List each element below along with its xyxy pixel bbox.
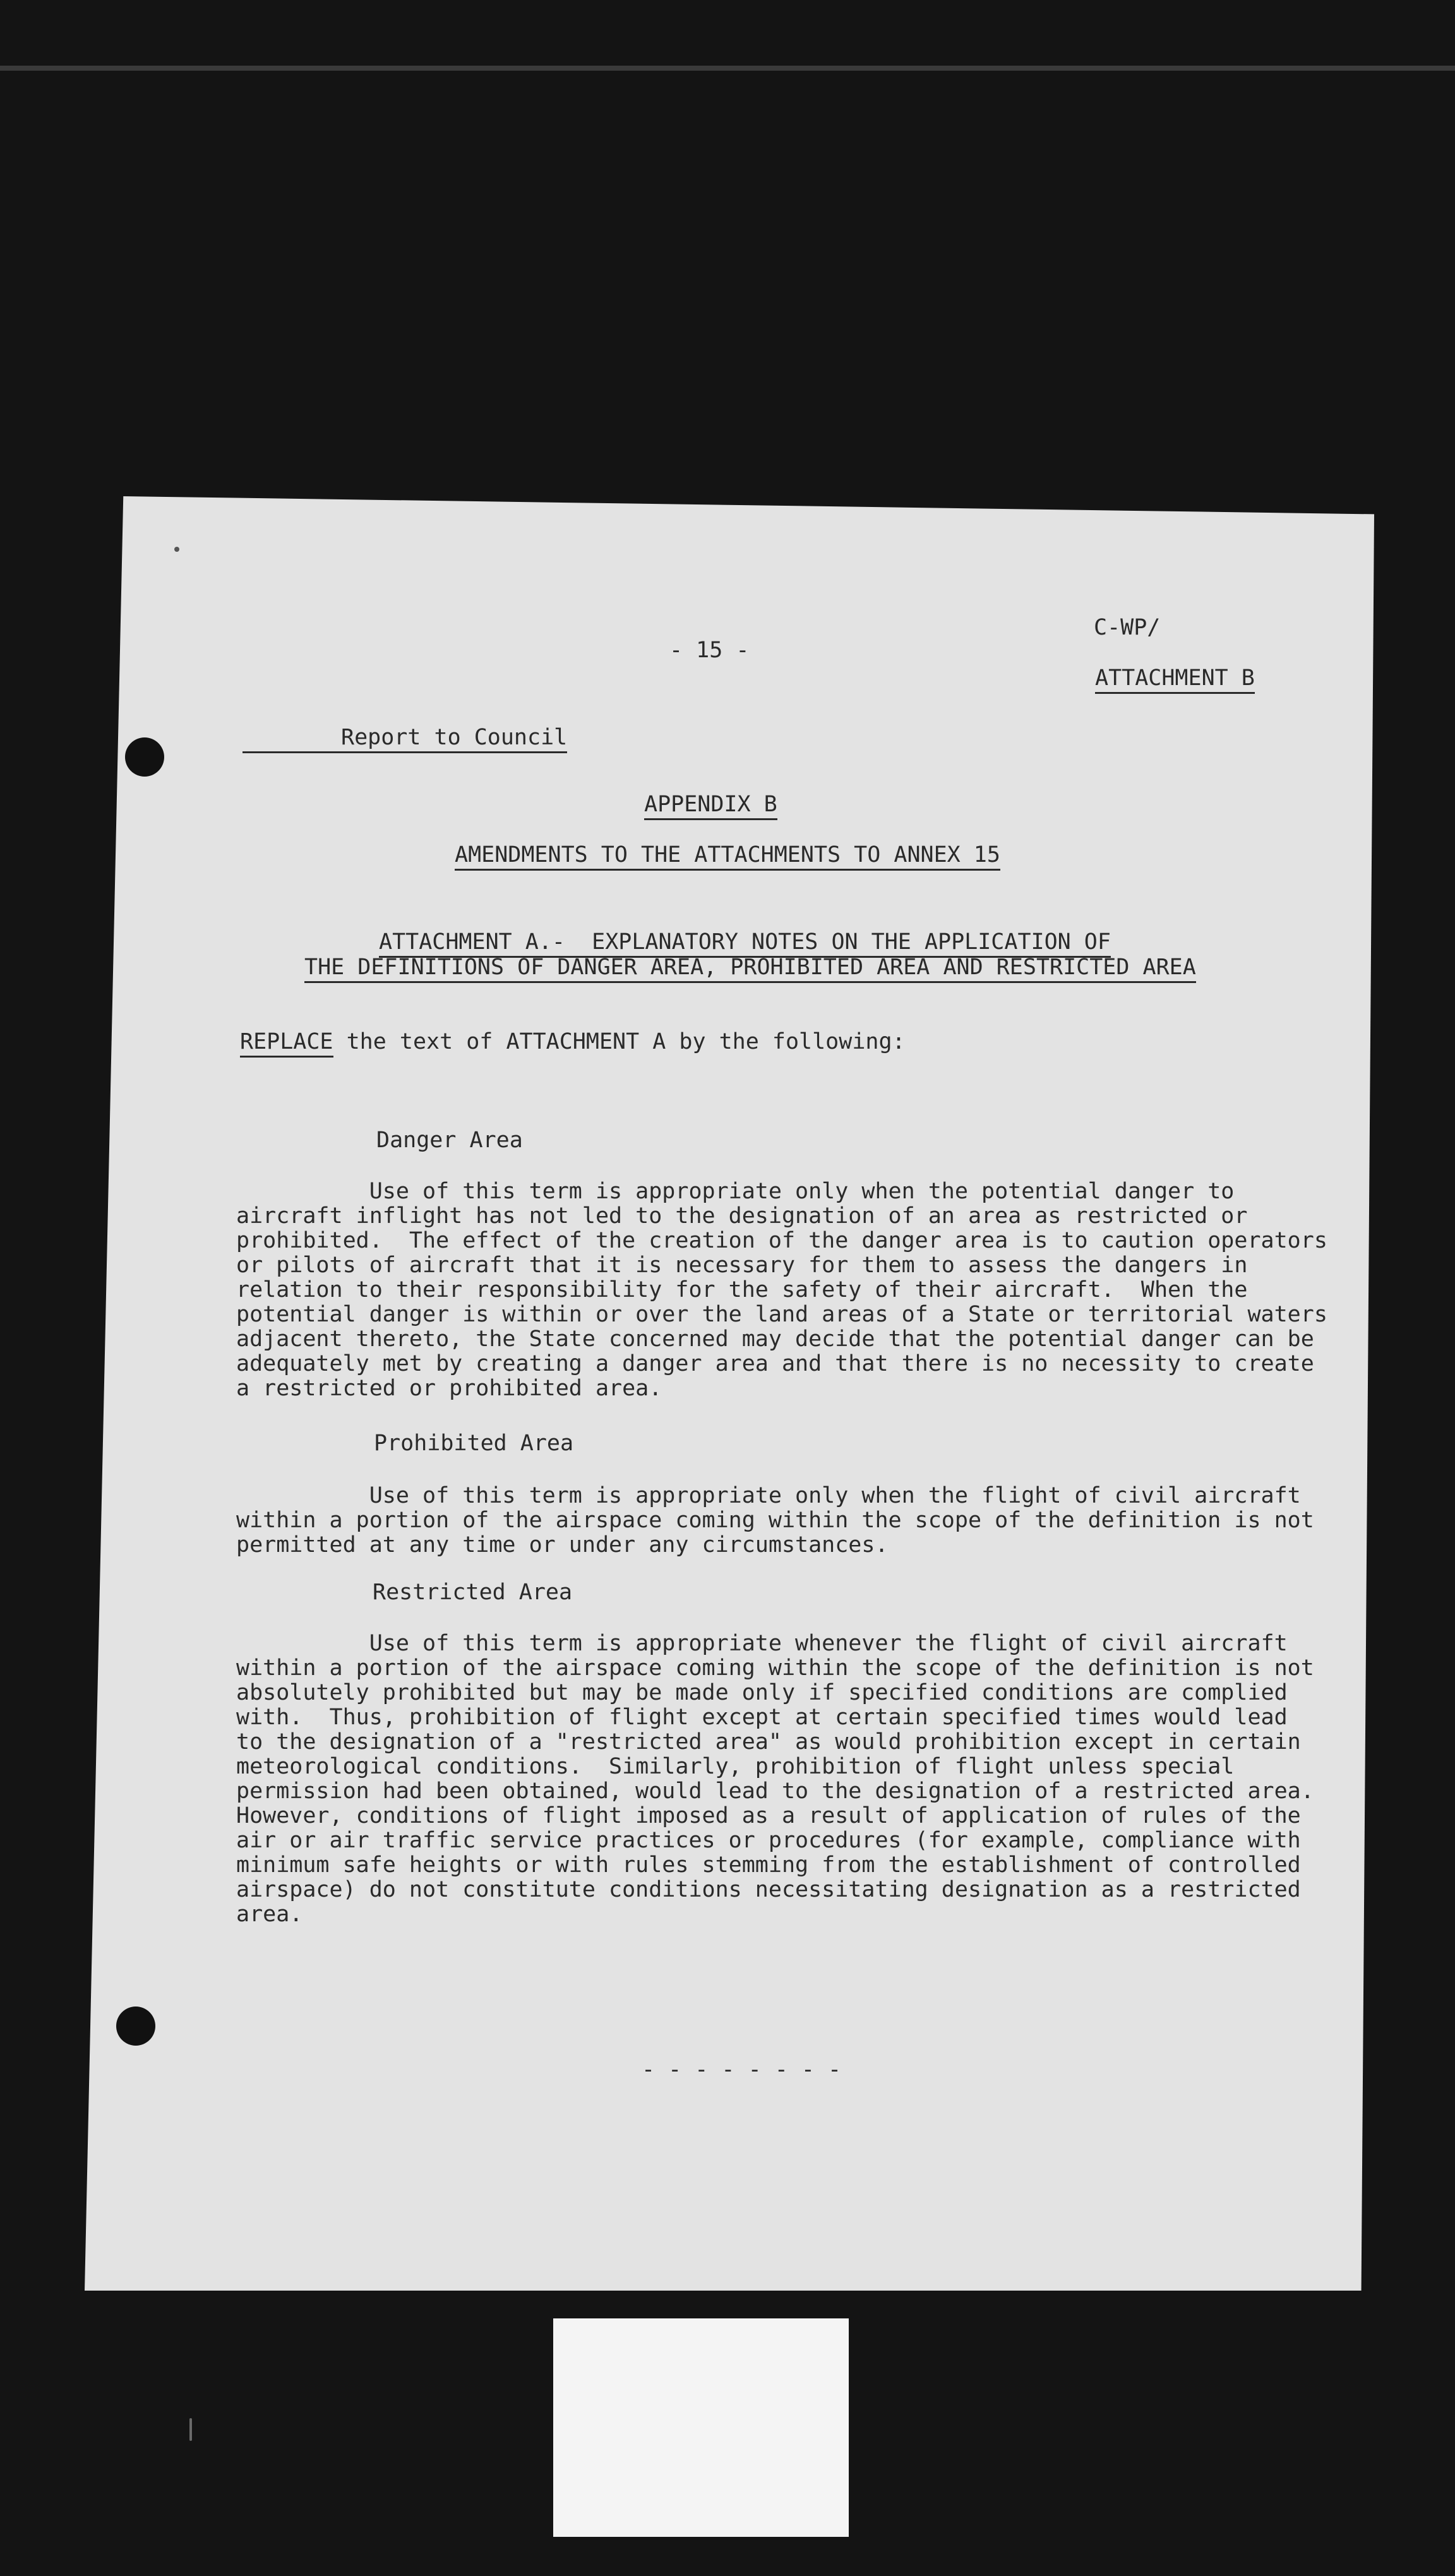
- danger-paragraph: [236, 1179, 1327, 1401]
- paragraph-line: Use of this term is appropriate whenever the flight of civil aircraft: [236, 1631, 1288, 1656]
- doc-reference: C-WP/: [1094, 615, 1161, 640]
- paragraph-line: However, conditions of flight imposed as a result of application of rules of the: [236, 1803, 1301, 1828]
- replace-instruction: [240, 1029, 906, 1054]
- paragraph-line: air or air traffic service practices or procedures (for example, compliance with: [236, 1828, 1301, 1853]
- paragraph-line: meteorological conditions. Similarly, prohibition of flight unless special: [236, 1754, 1235, 1779]
- paragraph-line: a restricted or prohibited area.: [236, 1376, 662, 1401]
- film-edge: [0, 66, 1455, 71]
- punch-hole-top: [125, 737, 164, 777]
- attachment-label: ATTACHMENT B: [1095, 665, 1255, 694]
- paragraph-line: permission had been obtained, would lead to the designation of a restricted area.: [236, 1779, 1314, 1804]
- paragraph-line: aircraft inflight has not led to the designation of an area as restricted or: [236, 1203, 1248, 1229]
- paragraph-line: permitted at any time or under any circumstances.: [236, 1532, 889, 1558]
- paragraph-line: with. Thus, prohibition of flight except at certain specified times would lead: [236, 1705, 1288, 1730]
- section-title-restricted: Restricted Area: [373, 1580, 573, 1605]
- appendix-heading: APPENDIX B: [644, 792, 777, 820]
- paragraph-line: within a portion of the airspace coming within the scope of the definition is not: [236, 1655, 1314, 1681]
- paragraph-line: relation to their responsibility for the safety of their aircraft. When the: [236, 1277, 1248, 1303]
- paragraph-line: Use of this term is appropriate only when the potential danger to: [236, 1179, 1235, 1204]
- amendments-heading: AMENDMENTS TO THE ATTACHMENTS TO ANNEX 15: [455, 842, 1000, 871]
- paragraph-line: prohibited. The effect of the creation of the danger area is to caution operators: [236, 1228, 1327, 1253]
- paragraph-line: absolutely prohibited but may be made only if specified conditions are complied: [236, 1680, 1288, 1705]
- end-mark: - - - - - - - -: [642, 2057, 842, 2082]
- paragraph-line: to the designation of a "restricted area" as would prohibition except in certain: [236, 1729, 1301, 1755]
- paragraph-line: potential danger is within or over the land areas of a State or territorial waters: [236, 1302, 1327, 1327]
- prohibited-paragraph: [236, 1483, 1314, 1558]
- replace-rest: the text of ATTACHMENT A by the following:: [333, 1029, 906, 1054]
- paragraph-line: area.: [236, 1902, 303, 1927]
- section-title-danger: Danger Area: [376, 1128, 523, 1153]
- section-title-prohibited: Prohibited Area: [374, 1431, 574, 1456]
- restricted-paragraph: [236, 1631, 1314, 1927]
- film-scratch: [189, 2418, 192, 2441]
- punch-hole-bottom: [116, 2007, 155, 2046]
- paragraph-line: Use of this term is appropriate only when the flight of civil aircraft: [236, 1483, 1301, 1508]
- report-line-text: Report to Council: [341, 725, 568, 750]
- page-number: - 15 -: [669, 638, 750, 663]
- paragraph-line: minimum safe heights or with rules stemming from the establishment of controlled: [236, 1852, 1301, 1878]
- paragraph-line: adjacent thereto, the State concerned may decide that the potential danger can be: [236, 1327, 1314, 1352]
- paragraph-line: within a portion of the airspace coming within the scope of the definition is not: [236, 1508, 1314, 1533]
- attachment-title-line2: THE DEFINITIONS OF DANGER AREA, PROHIBITED AREA AND RESTRICTED AREA: [304, 955, 1196, 983]
- attachment-title-line1: ATTACHMENT A.- EXPLANATORY NOTES ON THE APPLICATION OF: [379, 929, 1111, 958]
- report-line: [242, 725, 567, 753]
- replace-keyword: REPLACE: [240, 1029, 333, 1058]
- speck: [174, 547, 179, 552]
- film-label: [553, 2318, 849, 2537]
- paragraph-line: adequately met by creating a danger area and that there is no necessity to create: [236, 1351, 1314, 1376]
- paragraph-line: airspace) do not constitute conditions necessitating designation as a restricted: [236, 1877, 1301, 1902]
- paragraph-line: or pilots of aircraft that it is necessary for them to assess the dangers in: [236, 1253, 1248, 1278]
